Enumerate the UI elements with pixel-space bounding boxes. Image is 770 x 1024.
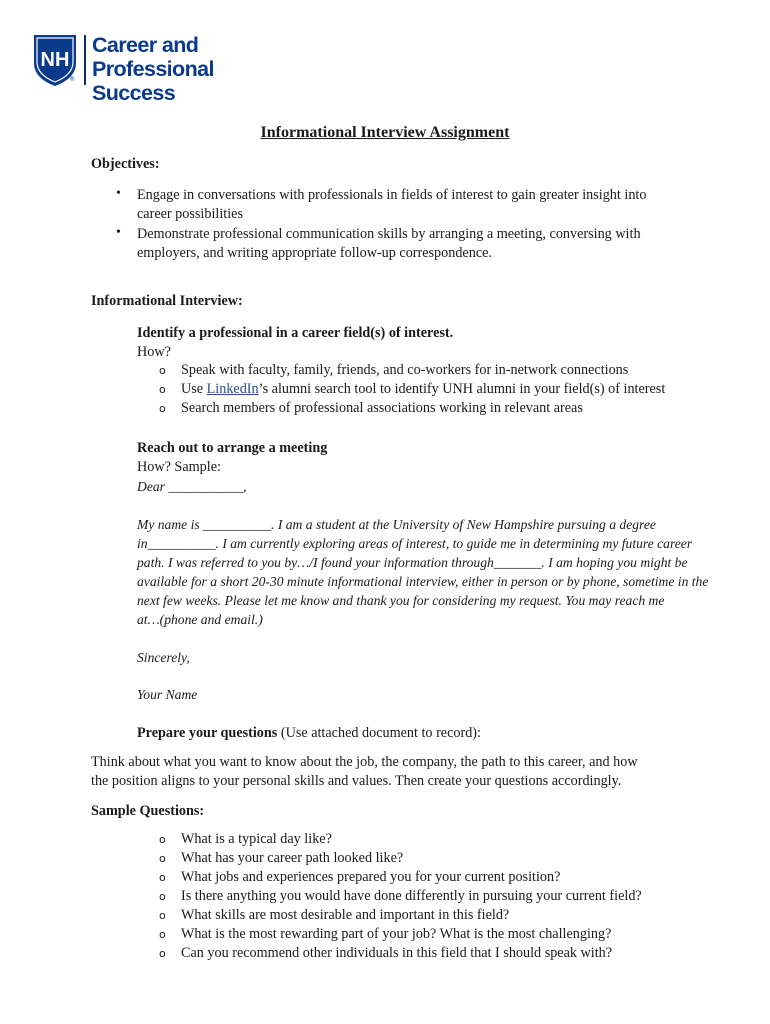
circle-bullet-icon: o [159, 871, 166, 884]
letter-line-4: available for a short 20-30 minute informational interview, either in person or by phone, sometime in the [137, 574, 709, 589]
question-4: Is there anything you would have done differently in pursuing your current field? [181, 888, 642, 904]
brand-name [92, 33, 292, 105]
bullet-icon: • [116, 186, 121, 201]
unh-logo [32, 33, 292, 105]
objective-1-line-1: Engage in conversations with professionals in fields of interest to gain greater insight into [137, 187, 647, 203]
logo-divider [84, 35, 86, 85]
reach-heading: Reach out to arrange a meeting [137, 440, 328, 456]
question-5: What skills are most desirable and important in this field? [181, 907, 510, 923]
interview-heading: Informational Interview: [91, 293, 243, 309]
objective-1-line-2: career possibilities [137, 206, 243, 222]
circle-bullet-icon: o [159, 909, 166, 922]
objectives-heading: Objectives: [91, 156, 160, 172]
identify-item-2: Use LinkedIn’s alumni search tool to identify UNH alumni in your field(s) of interest [181, 381, 666, 397]
circle-bullet-icon: o [159, 928, 166, 941]
question-1: What is a typical day like? [181, 831, 332, 847]
letter-line-1: My name is __________. I am a student at the University of New Hampshire pursuing a degree [137, 517, 656, 532]
question-3: What jobs and experiences prepared you for your current position? [181, 869, 561, 885]
prepare-note: (Use attached document to record): [277, 725, 481, 741]
think-line-1: Think about what you want to know about the job, the company, the path to this career, and how [91, 754, 638, 770]
circle-bullet-icon: o [159, 833, 166, 846]
question-7: Can you recommend other individuals in this field that I should speak with? [181, 945, 613, 961]
letter-line-6: at…(phone and email.) [137, 612, 263, 627]
circle-bullet-icon: o [159, 852, 166, 865]
circle-bullet-icon: o [159, 402, 166, 415]
think-line-2: the position aligns to your personal skills and values. Then create your questions accordingly. [91, 773, 622, 789]
logo-letters: NH [40, 49, 70, 71]
identify-item-1: Speak with faculty, family, friends, and co-workers for in-network connections [181, 362, 629, 378]
bullet-icon: • [116, 225, 121, 240]
linkedin-link[interactable]: LinkedIn [206, 381, 259, 397]
registered-mark: ® [70, 77, 75, 83]
question-2: What has your career path looked like? [181, 850, 404, 866]
identify-how: How? [137, 344, 171, 360]
circle-bullet-icon: o [159, 890, 166, 903]
identify-heading: Identify a professional in a career field(s) of interest. [137, 325, 454, 341]
objective-2-line-2: employers, and writing appropriate follow-up correspondence. [137, 245, 492, 261]
sample-heading: Sample Questions: [91, 803, 205, 819]
circle-bullet-icon: o [159, 364, 166, 377]
circle-bullet-icon: o [159, 383, 166, 396]
letter-line-2: in__________. I am currently exploring areas of interest, to guide me in determining my future career [137, 536, 693, 551]
brand-line-1: Career and [92, 33, 199, 57]
identify-item-3: Search members of professional associations working in relevant areas [181, 400, 583, 416]
letter-signature: Your Name [137, 687, 198, 702]
page-title: Informational Interview Assignment [260, 124, 510, 141]
objective-2-line-1: Demonstrate professional communication skills by arranging a meeting, conversing with [137, 226, 641, 242]
question-6: What is the most rewarding part of your job? What is the most challenging? [181, 926, 612, 942]
prepare-line [137, 724, 481, 743]
circle-bullet-icon: o [159, 947, 166, 960]
letter-greeting: Dear ___________, [137, 479, 247, 494]
reach-how: How? Sample: [137, 459, 221, 475]
brand-line-2: Professional Success [92, 57, 214, 105]
letter-line-5: next few weeks. Please let me know and thank you for considering my request. You may reach me [137, 593, 665, 608]
letter-line-3: path. I was referred to you by…/I found your information through_______. I am hoping you might be [137, 555, 688, 570]
prepare-heading: Prepare your questions [137, 725, 278, 741]
letter-closing: Sincerely, [137, 650, 190, 665]
